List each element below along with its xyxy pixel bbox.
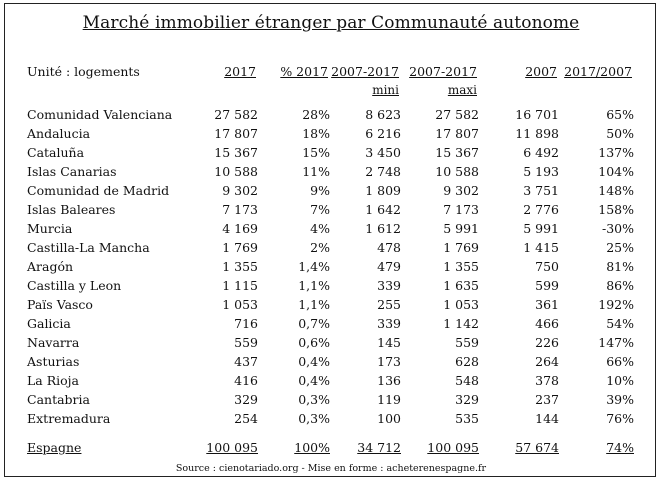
cell-mini: 478 (377, 240, 401, 255)
cell-maxi: 10 588 (435, 164, 479, 179)
cell-pct-2017: 15% (302, 145, 330, 160)
cell-2017: 7 173 (222, 202, 258, 217)
row-name: Extremadura (27, 411, 111, 426)
cell-mini: 100 (377, 411, 401, 426)
cell-maxi: 9 302 (443, 183, 479, 198)
cell-maxi: 17 807 (435, 126, 479, 141)
cell-2007: 1 415 (523, 240, 559, 255)
row-name: Galicia (27, 316, 71, 331)
table-row (5, 259, 657, 278)
cell-pct-2017: 4% (310, 221, 330, 236)
header-2007: 2007 (525, 64, 557, 79)
total-2017: 100 095 (206, 440, 258, 455)
cell-pct-2017: 0,4% (298, 354, 330, 369)
cell-ratio: -30% (601, 221, 634, 236)
cell-2017: 15 367 (214, 145, 258, 160)
cell-pct-2017: 0,7% (298, 316, 330, 331)
table-row (5, 297, 657, 316)
row-name: Murcia (27, 221, 73, 236)
cell-maxi: 1 053 (443, 297, 479, 312)
row-name: Castilla y Leon (27, 278, 122, 293)
table-row (5, 145, 657, 164)
cell-ratio: 39% (606, 392, 634, 407)
cell-2017: 9 302 (222, 183, 258, 198)
cell-mini: 1 642 (365, 202, 401, 217)
total-2007: 57 674 (515, 440, 559, 455)
cell-2007: 144 (535, 411, 559, 426)
table-row (5, 164, 657, 183)
cell-2017: 1 053 (222, 297, 258, 312)
cell-ratio: 65% (606, 107, 634, 122)
cell-ratio: 76% (606, 411, 634, 426)
total-maxi: 100 095 (427, 440, 479, 455)
header-range-mini-sub: mini (372, 83, 399, 97)
cell-maxi: 7 173 (443, 202, 479, 217)
cell-2007: 16 701 (515, 107, 559, 122)
cell-pct-2017: 9% (310, 183, 330, 198)
unit-label: Unité : logements (27, 64, 140, 79)
header-range-maxi: 2007-2017 (409, 64, 477, 79)
cell-ratio: 104% (598, 164, 634, 179)
cell-2017: 10 588 (214, 164, 258, 179)
table-row (5, 126, 657, 145)
table-row (5, 107, 657, 126)
cell-maxi: 1 355 (443, 259, 479, 274)
cell-2007: 5 193 (523, 164, 559, 179)
cell-2017: 329 (234, 392, 258, 407)
cell-mini: 145 (377, 335, 401, 350)
cell-2007: 599 (535, 278, 559, 293)
table-row (5, 202, 657, 221)
row-name: Islas Baleares (27, 202, 116, 217)
cell-2007: 3 751 (523, 183, 559, 198)
cell-2017: 1 769 (222, 240, 258, 255)
cell-2017: 1 115 (222, 278, 258, 293)
row-name: Islas Canarias (27, 164, 117, 179)
cell-ratio: 147% (598, 335, 634, 350)
row-name: Païs Vasco (27, 297, 93, 312)
row-name: Cataluña (27, 145, 85, 160)
cell-2007: 226 (535, 335, 559, 350)
cell-2007: 264 (535, 354, 559, 369)
cell-2017: 254 (234, 411, 258, 426)
cell-maxi: 1 769 (443, 240, 479, 255)
table-row (5, 183, 657, 202)
cell-ratio: 10% (606, 373, 634, 388)
cell-ratio: 25% (606, 240, 634, 255)
cell-2017: 1 355 (222, 259, 258, 274)
cell-2017: 559 (234, 335, 258, 350)
cell-pct-2017: 11% (302, 164, 330, 179)
cell-maxi: 559 (455, 335, 479, 350)
row-name: Comunidad Valenciana (27, 107, 173, 122)
cell-2017: 4 169 (222, 221, 258, 236)
cell-mini: 119 (377, 392, 401, 407)
cell-maxi: 27 582 (435, 107, 479, 122)
header-range-maxi-sub: maxi (447, 83, 477, 97)
cell-maxi: 535 (455, 411, 479, 426)
table-row (5, 373, 657, 392)
source-note: Source : cienotariado.org - Mise en forme : acheterenespagne.fr (175, 463, 487, 474)
cell-2017: 17 807 (214, 126, 258, 141)
row-name: Aragón (27, 259, 74, 274)
cell-maxi: 1 635 (443, 278, 479, 293)
cell-pct-2017: 1,1% (298, 278, 330, 293)
cell-mini: 3 450 (365, 145, 401, 160)
cell-2007: 6 492 (523, 145, 559, 160)
total-row (5, 440, 657, 459)
cell-2007: 378 (535, 373, 559, 388)
cell-2007: 237 (535, 392, 559, 407)
cell-ratio: 66% (606, 354, 634, 369)
header-pct-2017: % 2017 (280, 64, 328, 79)
table-title: Marché immobilier étranger par Communauté autonome (82, 13, 580, 33)
header-range-mini: 2007-2017 (331, 64, 399, 79)
cell-ratio: 50% (606, 126, 634, 141)
cell-ratio: 192% (598, 297, 634, 312)
cell-pct-2017: 0,3% (298, 392, 330, 407)
cell-pct-2017: 28% (302, 107, 330, 122)
cell-maxi: 5 991 (443, 221, 479, 236)
cell-ratio: 81% (606, 259, 634, 274)
cell-mini: 136 (377, 373, 401, 388)
row-name: Comunidad de Madrid (27, 183, 170, 198)
row-name: Andalucia (27, 126, 91, 141)
cell-2017: 27 582 (214, 107, 258, 122)
cell-2017: 416 (234, 373, 258, 388)
table-frame (4, 3, 656, 477)
cell-ratio: 86% (606, 278, 634, 293)
header-2017: 2017 (224, 64, 256, 79)
row-name: Cantabria (27, 392, 90, 407)
row-name: La Rioja (27, 373, 79, 388)
cell-maxi: 548 (455, 373, 479, 388)
cell-2007: 11 898 (515, 126, 559, 141)
cell-2007: 5 991 (523, 221, 559, 236)
cell-pct-2017: 2% (310, 240, 330, 255)
row-name: Asturias (27, 354, 80, 369)
total-name: Espagne (27, 440, 82, 455)
cell-mini: 479 (377, 259, 401, 274)
cell-2007: 750 (535, 259, 559, 274)
cell-pct-2017: 0,6% (298, 335, 330, 350)
total-pct-2017: 100% (294, 440, 330, 455)
cell-ratio: 137% (598, 145, 634, 160)
table-row (5, 240, 657, 259)
row-name: Navarra (27, 335, 80, 350)
row-name: Castilla-La Mancha (27, 240, 150, 255)
total-mini: 34 712 (357, 440, 401, 455)
cell-pct-2017: 18% (302, 126, 330, 141)
cell-maxi: 329 (455, 392, 479, 407)
header-ratio: 2017/2007 (564, 64, 632, 79)
cell-pct-2017: 0,4% (298, 373, 330, 388)
table-row (5, 335, 657, 354)
cell-2017: 437 (234, 354, 258, 369)
cell-2007: 466 (535, 316, 559, 331)
cell-maxi: 1 142 (443, 316, 479, 331)
cell-ratio: 54% (606, 316, 634, 331)
cell-mini: 255 (377, 297, 401, 312)
cell-pct-2017: 1,4% (298, 259, 330, 274)
cell-2017: 716 (234, 316, 258, 331)
cell-pct-2017: 7% (310, 202, 330, 217)
total-ratio: 74% (606, 440, 634, 455)
cell-ratio: 148% (598, 183, 634, 198)
cell-mini: 2 748 (365, 164, 401, 179)
cell-mini: 6 216 (365, 126, 401, 141)
table-row (5, 354, 657, 373)
cell-2007: 2 776 (523, 202, 559, 217)
cell-mini: 339 (377, 316, 401, 331)
cell-maxi: 628 (455, 354, 479, 369)
cell-2007: 361 (535, 297, 559, 312)
cell-ratio: 158% (598, 202, 634, 217)
cell-mini: 339 (377, 278, 401, 293)
cell-pct-2017: 1,1% (298, 297, 330, 312)
cell-mini: 8 623 (365, 107, 401, 122)
cell-mini: 1 612 (365, 221, 401, 236)
cell-mini: 173 (377, 354, 401, 369)
cell-maxi: 15 367 (435, 145, 479, 160)
table-row (5, 392, 657, 411)
table-row (5, 221, 657, 240)
cell-mini: 1 809 (365, 183, 401, 198)
table-body (5, 107, 657, 430)
table-row (5, 411, 657, 430)
table-row (5, 316, 657, 335)
cell-pct-2017: 0,3% (298, 411, 330, 426)
table-row (5, 278, 657, 297)
